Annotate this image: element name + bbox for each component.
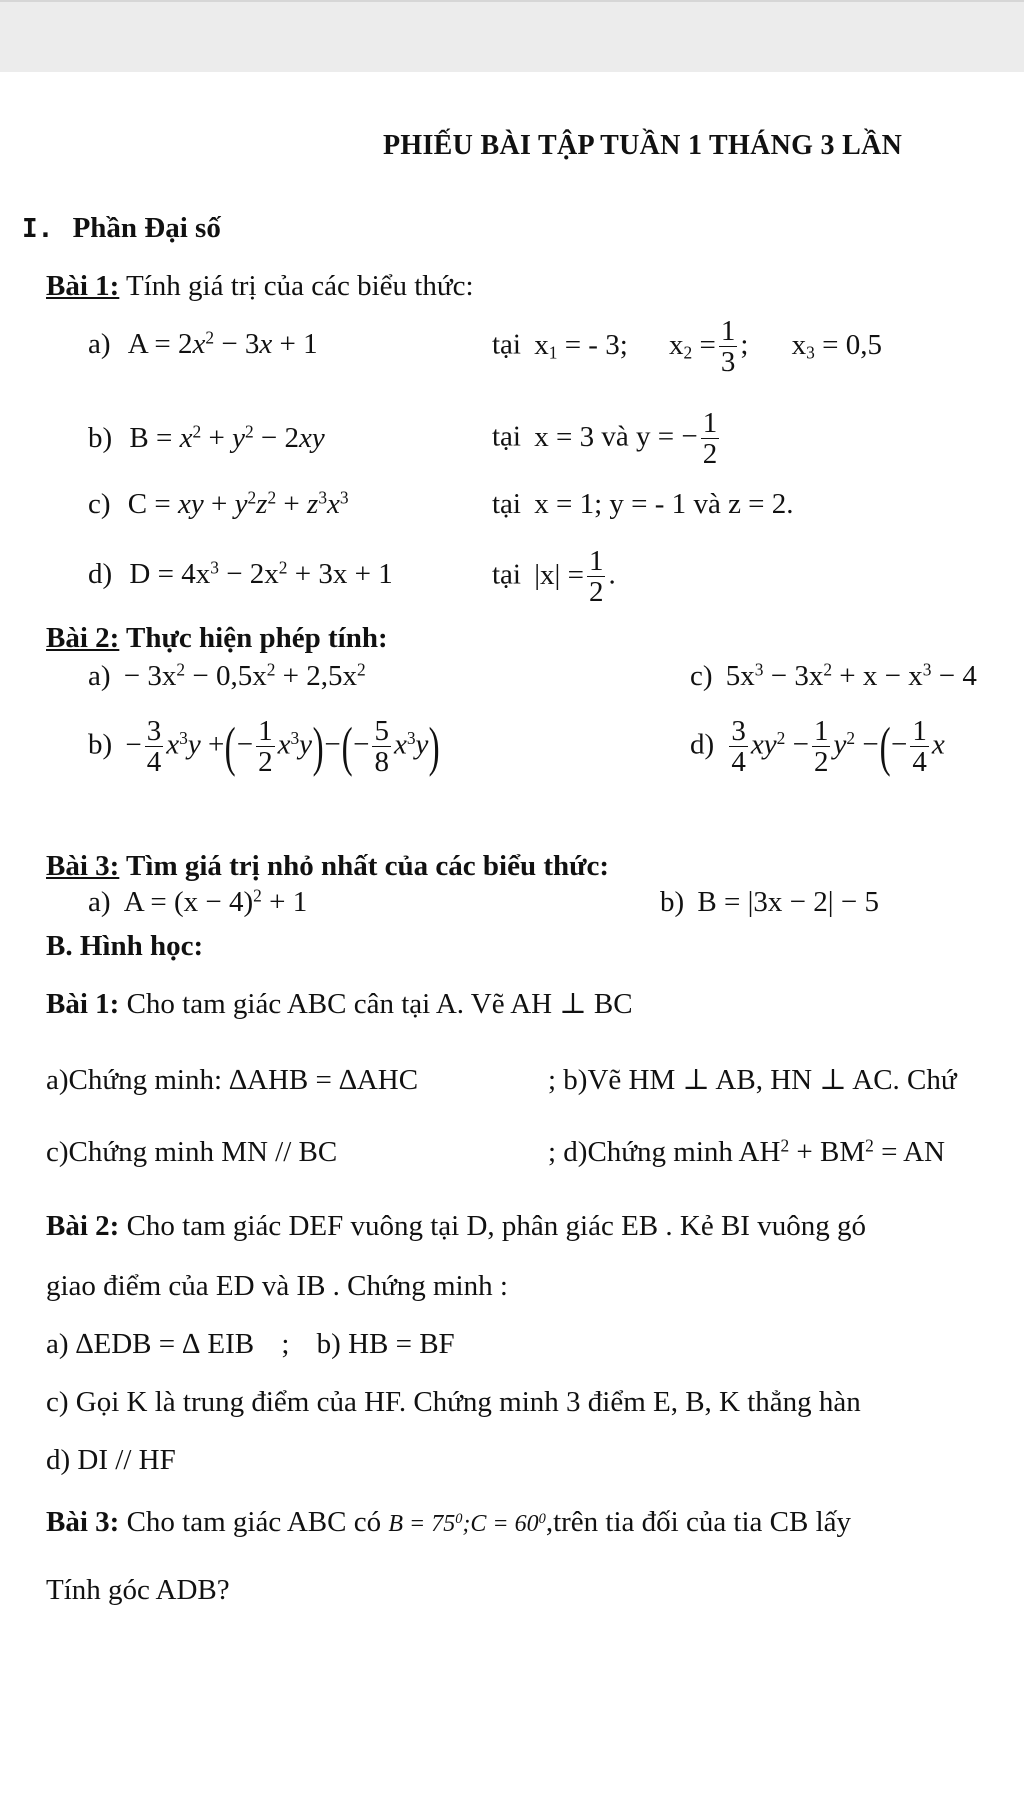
bai2-text: Thực hiện phép tính: xyxy=(119,622,388,654)
tai-word: tại xyxy=(492,420,521,453)
bai1-label: Bài 1: xyxy=(46,270,120,302)
separator: ; xyxy=(281,1328,290,1360)
bai2-heading xyxy=(46,624,388,653)
section-heading-algebra xyxy=(22,214,221,243)
item-label: b) xyxy=(88,728,113,761)
tai-word: tại xyxy=(492,328,521,361)
hh1-heading xyxy=(46,990,633,1019)
fraction-1-2: $\frac{1}{2}$ xyxy=(702,407,718,471)
item-label: d) xyxy=(88,558,113,590)
item-a: a) ∆EDB = ∆ EIB xyxy=(46,1328,255,1360)
item-label: b) xyxy=(660,886,685,918)
bai1-c-item xyxy=(88,487,349,520)
bai1-c-values: tại x = 1; y = - 1 và z = 2. xyxy=(492,488,794,520)
hh3-heading xyxy=(46,1508,851,1537)
hh2-d-item: d) DI // HF xyxy=(46,1444,176,1476)
bai1-b-item xyxy=(88,421,325,454)
bai1-heading xyxy=(46,272,474,301)
bai3-text: Tìm giá trị nhỏ nhất của các biểu thức: xyxy=(119,850,610,882)
item-label: a) xyxy=(88,886,111,918)
section-heading-geometry: B. Hình học: xyxy=(46,930,204,962)
item-b: b) HB = BF xyxy=(316,1328,455,1360)
bai3-heading xyxy=(46,852,609,881)
bai2-c-item: c) $5x^3 - 3x^2 + x - x^3 - 4$ xyxy=(690,659,977,692)
bai2-d-item: d) $\frac{3}{4}$ $xy^2$ − $\frac{1}{2}$ $y^2$ −(− $\frac{1}{4}$ x xyxy=(690,715,945,779)
hh3-text-pre: Cho tam giác ABC có xyxy=(119,1506,389,1538)
section-numeral: I. xyxy=(22,214,54,244)
bai2-a-item: $a) - 3x^2 - 0,5x^2 + 2,5x^2$ xyxy=(88,659,366,692)
hh1-d-item: ; d)Chứng minh $AH^2 + BM^2$ = AN xyxy=(548,1135,945,1168)
expression-C: C = xy + $y^2z^2 + z^3x^3$ xyxy=(127,487,349,520)
item-label: d) xyxy=(690,728,715,761)
angle-values: $B = 75^0;C = 60^0$ xyxy=(388,1511,546,1537)
bai1-text: Tính giá trị của các biểu thức: xyxy=(119,270,474,302)
tai-word: tại xyxy=(492,488,521,520)
hh3-line2: Tính góc ADB? xyxy=(46,1574,230,1606)
bai3-b-item: b) B = |3x − 2| − 5 xyxy=(660,886,879,918)
hh2-heading xyxy=(46,1212,866,1241)
bai2-b-item: b) − $\frac{3}{4}$ $x^3y$ +(− $\frac{1}{2}$ $x^3y)-(-$ $\frac{5}{8}$ $x^3y$) xyxy=(88,715,441,779)
item-label: a) xyxy=(88,660,111,692)
hh3-text-post: ,trên tia đối của tia CB lấy xyxy=(545,1506,852,1538)
bai1-d-item xyxy=(88,557,393,590)
hh1-c-item: c)Chứng minh MN // BC xyxy=(46,1136,338,1168)
bai1-a-item xyxy=(88,327,318,360)
bai3-label: Bài 3: xyxy=(46,850,120,882)
tai-word: tại xyxy=(492,558,521,591)
bai1-d-values: tại |x| = $\frac{1}{2}$ . xyxy=(492,545,616,609)
hh2-c-item: c) Gọi K là trung điểm của HF. Chứng minh 3 điểm E, B, K thẳng hàn xyxy=(46,1386,861,1418)
viewer-top-bar xyxy=(0,0,1024,74)
va-word: và xyxy=(601,420,629,453)
hh1-label: Bài 1: xyxy=(46,988,120,1020)
hh2-text: Cho tam giác DEF vuông tại D, phân giác EB . Kẻ BI vuông gó xyxy=(119,1210,866,1242)
item-label: ; d)Chứng minh xyxy=(548,1136,739,1168)
hh2-a-item xyxy=(46,1330,455,1359)
expression-B: $B = x^2 + y^2 - 2xy$ xyxy=(129,421,325,454)
item-label: c) xyxy=(690,660,713,692)
expression-A: $A = 2x^2 - 3x + 1$ xyxy=(127,327,318,360)
item-label: a) xyxy=(88,328,111,360)
item-label: c) xyxy=(88,488,111,520)
worksheet-title: PHIẾU BÀI TẬP TUẦN 1 THÁNG 3 LẦN xyxy=(383,130,903,161)
bai3-a-item: a) $A = (x - 4)^2 + 1$ xyxy=(88,885,308,918)
bai1-b-values: tại x = 3 và y = − $\frac{1}{2}$ xyxy=(492,407,718,471)
document-page xyxy=(0,72,1024,1820)
item-label: b) xyxy=(88,422,113,454)
hh1-a-item: a)Chứng minh: ∆AHB = ∆AHC xyxy=(46,1064,419,1096)
hh1-text: Cho tam giác ABC cân tại A. Vẽ AH ⊥ BC xyxy=(119,988,633,1020)
va-word: và xyxy=(693,488,721,520)
hh2-label: Bài 2: xyxy=(46,1210,120,1242)
section-title: Phần Đại số xyxy=(72,212,221,244)
bai2-label: Bài 2: xyxy=(46,622,120,654)
item-label: a)Chứng minh: xyxy=(46,1064,230,1096)
fraction-1-3: $\frac{1}{3}$ xyxy=(720,315,736,379)
hh2-line2: giao điểm của ED và IB . Chứng minh : xyxy=(46,1270,508,1302)
expression-D: $D = 4x^3 - 2x^2 + 3x + 1$ xyxy=(129,557,393,590)
hh1-b-item: ; b)Vẽ HM ⊥ AB, HN ⊥ AC. Chứ xyxy=(548,1064,957,1096)
hh3-label: Bài 3: xyxy=(46,1506,120,1538)
bai1-a-values: tại $x_1$ = - 3; $x_2$ = $\frac{1}{3}$ ; $x_3 = 0,5$ xyxy=(492,315,882,379)
fraction-1-2: $\frac{1}{2}$ xyxy=(588,545,604,609)
